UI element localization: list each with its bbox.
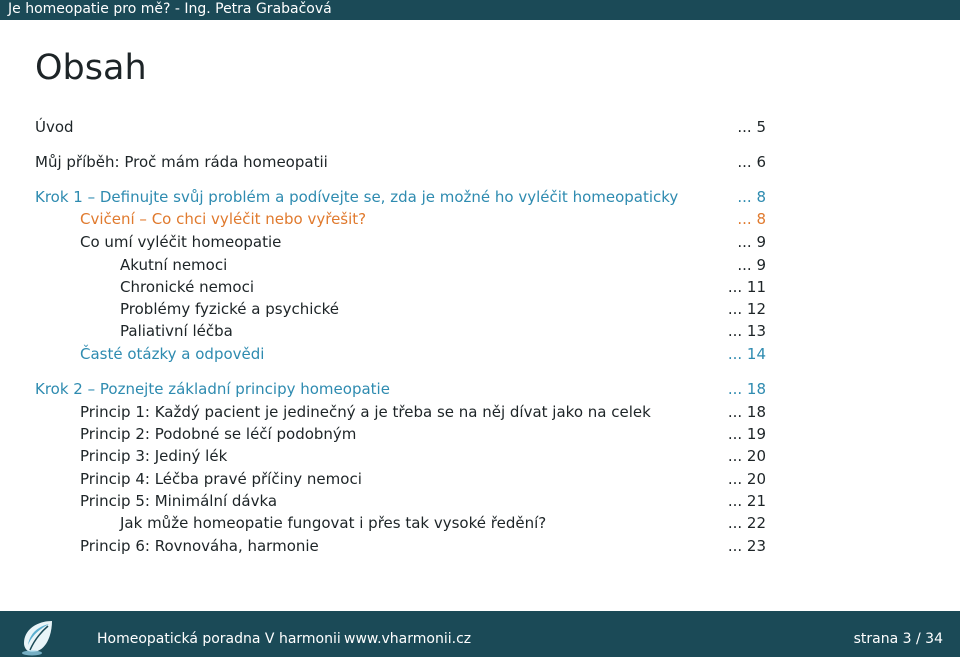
footer-organization: Homeopatická poradna V harmonii (97, 631, 341, 647)
leaf-logo-icon (18, 617, 58, 657)
toc-entry-page: ... 14 (727, 345, 766, 363)
toc-entry-label: Jak může homeopatie fungovat i přes tak vysoké ředění? (120, 514, 547, 532)
toc-entry[interactable] (0, 378, 960, 400)
toc-entry-page: ... 8 (737, 210, 766, 228)
toc-entry[interactable] (0, 276, 960, 298)
toc-entry-label: Princip 5: Minimální dávka (80, 492, 278, 510)
toc-entry-page: ... 9 (737, 256, 766, 274)
toc-entry[interactable] (0, 343, 960, 365)
toc-entry-label: Krok 1 – Definujte svůj problém a podívejte se, zda je možné ho vyléčit homeopaticky (35, 188, 679, 206)
toc-entry-page: ... 20 (727, 447, 766, 465)
toc-entry[interactable] (0, 468, 960, 490)
toc-entry-page: ... 5 (737, 118, 766, 136)
toc-entry-label: Úvod (35, 118, 74, 136)
toc-entry-label: Princip 1: Každý pacient je jedinečný a je třeba se na něj dívat jako na celek (80, 403, 651, 421)
toc-entry-label: Princip 4: Léčba pravé příčiny nemoci (80, 470, 362, 488)
toc-entry[interactable] (0, 254, 960, 276)
toc-entry[interactable] (0, 490, 960, 512)
page-indicator: strana 3 / 34 (853, 631, 943, 647)
toc-entry[interactable] (0, 186, 960, 208)
toc-entry-page: ... 18 (727, 403, 766, 421)
document-title: Je homeopatie pro mě? - Ing. Petra Grabačová (8, 1, 332, 17)
toc-entry-page: ... 9 (737, 233, 766, 251)
toc-entry-label: Princip 6: Rovnováha, harmonie (80, 537, 319, 555)
page-title: Obsah (35, 48, 147, 88)
toc-entry[interactable] (0, 208, 960, 230)
toc-entry[interactable] (0, 512, 960, 534)
toc-entry[interactable] (0, 320, 960, 342)
toc-entry-page: ... 20 (727, 470, 766, 488)
toc-entry-label: Krok 2 – Poznejte základní principy homeopatie (35, 380, 390, 398)
toc-entry-page: ... 12 (727, 300, 766, 318)
toc-entry-page: ... 22 (727, 514, 766, 532)
toc-entry-page: ... 18 (727, 380, 766, 398)
toc-entry-label: Cvičení – Co chci vyléčit nebo vyřešit? (80, 210, 367, 228)
toc-entry[interactable] (0, 116, 960, 138)
header-bar (0, 0, 960, 20)
toc-entry-label: Co umí vyléčit homeopatie (80, 233, 282, 251)
toc-entry-label: Paliativní léčba (120, 322, 233, 340)
toc-entry-page: ... 19 (727, 425, 766, 443)
toc-entry-label: Časté otázky a odpovědi (80, 345, 265, 363)
footer-bar (0, 611, 960, 657)
toc-entry[interactable] (0, 298, 960, 320)
toc-entry-label: Princip 2: Podobné se léčí podobným (80, 425, 357, 443)
toc-entry-label: Problémy fyzické a psychické (120, 300, 340, 318)
toc-entry-label: Akutní nemoci (120, 256, 228, 274)
toc-entry-label: Můj příběh: Proč mám ráda homeopatii (35, 153, 328, 171)
toc-entry[interactable] (0, 445, 960, 467)
toc-entry[interactable] (0, 151, 960, 173)
toc-entry-page: ... 23 (727, 537, 766, 555)
toc-entry-page: ... 8 (737, 188, 766, 206)
toc-entry[interactable] (0, 401, 960, 423)
toc-entry-page: ... 11 (727, 278, 766, 296)
toc-entry[interactable] (0, 535, 960, 557)
toc-entry-page: ... 21 (727, 492, 766, 510)
footer-website-link[interactable]: www.vharmonii.cz (344, 631, 472, 647)
toc-entry-label: Princip 3: Jediný lék (80, 447, 228, 465)
toc-entry-label: Chronické nemoci (120, 278, 255, 296)
toc-entry[interactable] (0, 423, 960, 445)
toc-entry-page: ... 13 (727, 322, 766, 340)
toc-entry[interactable] (0, 231, 960, 253)
toc-entry-page: ... 6 (737, 153, 766, 171)
